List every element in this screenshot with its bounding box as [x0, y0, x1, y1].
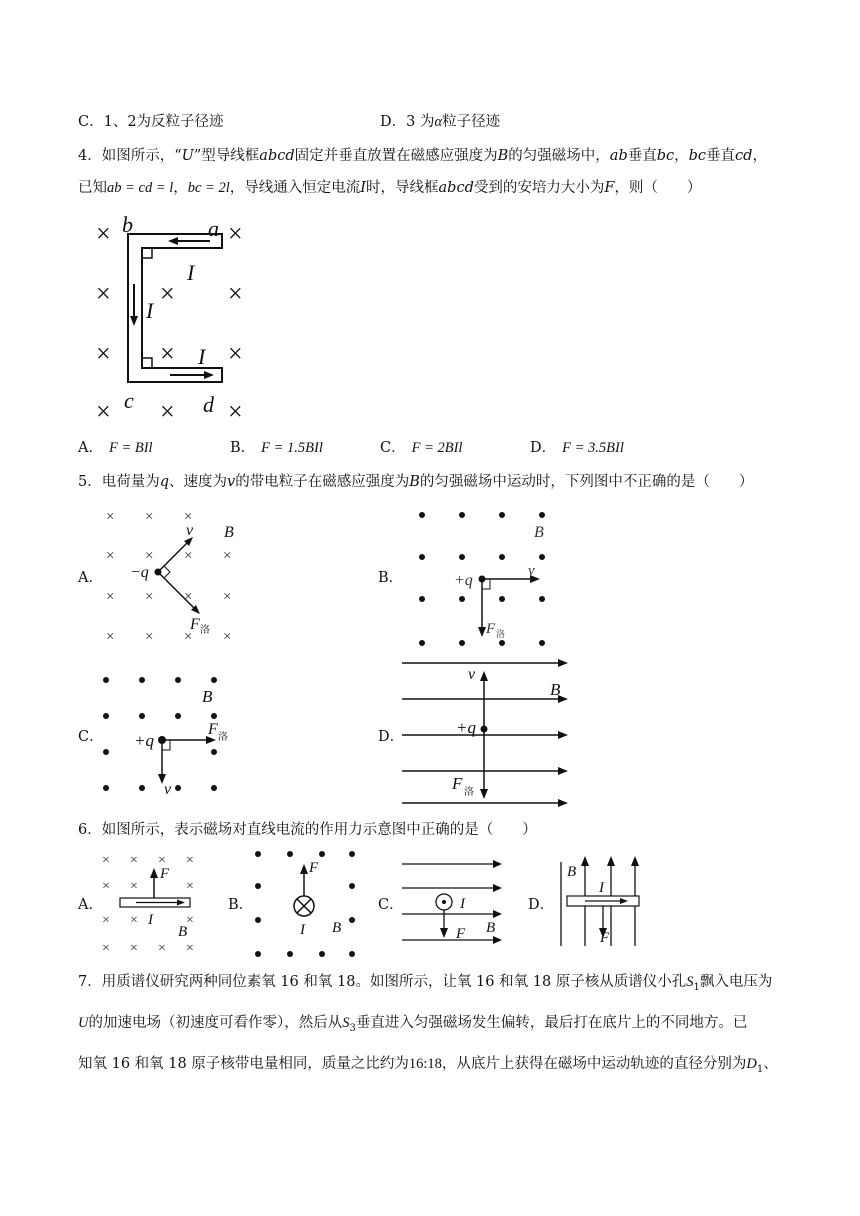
label-f: F: [160, 866, 170, 882]
label-v: v: [164, 781, 172, 798]
cross-mark: ×: [96, 219, 111, 248]
t: 的匀强磁场中，: [508, 148, 610, 164]
t: 、: [763, 1056, 778, 1072]
t: q: [159, 474, 170, 490]
arrowhead: [493, 936, 502, 944]
u-frame: [128, 234, 222, 382]
cross-mark: ×: [186, 941, 194, 956]
dot: [255, 883, 261, 889]
dot: [139, 785, 145, 791]
q5-figure-a: [100, 505, 250, 645]
cross-mark: ×: [102, 853, 110, 868]
cross-mark: ×: [102, 913, 110, 928]
t: 的匀强磁场中运动时，下列图中不正确的是（ ）: [419, 474, 754, 490]
q7-line3: [78, 1054, 778, 1080]
arrowhead: [558, 799, 568, 807]
q4-stem-line2: [78, 178, 701, 198]
t: C．: [380, 440, 406, 456]
cross-mark: ×: [160, 397, 175, 426]
arrowhead: [300, 864, 308, 874]
q4-option-c: [380, 438, 462, 458]
t: bc = 2l: [187, 180, 230, 196]
label-q: +q: [456, 718, 476, 737]
q3-option-c: [78, 112, 224, 132]
right-angle-mark: [142, 248, 152, 258]
label-f: F: [309, 860, 319, 876]
label-b: b: [122, 212, 133, 237]
label-q: +q: [134, 731, 154, 750]
t: cd: [735, 148, 753, 164]
label-i-top: I: [187, 260, 195, 285]
dot: [459, 640, 465, 646]
t: I: [360, 180, 367, 196]
t: ，: [752, 148, 767, 164]
t: ，导线通入恒定电流: [229, 180, 361, 196]
t: 3: [349, 1022, 356, 1034]
dot: [139, 677, 145, 683]
label-f: F: [452, 774, 463, 793]
dot: [442, 900, 446, 904]
label-q: −q: [130, 564, 149, 581]
t: abcd: [259, 148, 295, 164]
dot: [103, 677, 109, 683]
cross-mark: ×: [96, 279, 111, 308]
t: bc: [656, 148, 675, 164]
t: 的带电粒子在磁感应强度为: [235, 474, 410, 490]
label-v: v: [468, 666, 476, 683]
dot: [211, 749, 217, 755]
dot: [103, 749, 109, 755]
t: 的加速电场（初速度可看作零），然后从: [88, 1015, 343, 1031]
t: 7．用质谱仪研究两种同位素氧 16 和氧 18。如图所示，让氧 16 和氧 18 原子核从质谱仪小孔: [78, 974, 687, 990]
t: F = 3.5BIl: [562, 440, 624, 456]
cross-mark: ×: [186, 913, 194, 928]
label-f: F: [456, 926, 466, 942]
q6-figure-d: [555, 850, 665, 950]
dot: [255, 951, 261, 957]
t: ab = cd = l: [107, 180, 174, 196]
t: B: [497, 148, 509, 164]
label-f-sub: 洛: [200, 625, 210, 636]
t: 4．如图所示，“: [78, 148, 182, 164]
label-d: d: [203, 392, 214, 417]
t: 知氧 16 和氧 18 原子核带电量相同，质量之比约为: [78, 1056, 409, 1072]
label-f: F: [486, 621, 496, 637]
cross-mark: ×: [145, 629, 154, 645]
cross-mark: ×: [102, 879, 110, 894]
t: 1: [756, 1063, 764, 1075]
cross-mark: ×: [184, 629, 193, 645]
q6-figure-a: [100, 848, 210, 958]
cross-mark: ×: [158, 853, 166, 868]
dot: [349, 917, 355, 923]
label-i-bottom: I: [198, 344, 206, 369]
label-b: B: [224, 524, 234, 541]
cross-mark: ×: [96, 339, 111, 368]
t: 受到的安培力大小为: [473, 180, 605, 196]
q5-stem: [78, 472, 753, 492]
arrowhead: [493, 860, 502, 868]
dot: [175, 677, 181, 683]
cross-mark: ×: [184, 509, 193, 525]
t: 16:18: [408, 1056, 442, 1072]
dot-grid: [103, 677, 217, 791]
t: 飘入电压为: [699, 974, 773, 990]
q5-label-c: C．: [78, 729, 104, 745]
dot: [499, 554, 505, 560]
t: ，: [674, 148, 689, 164]
arrowhead: [168, 237, 178, 245]
t: ”型导线框: [193, 148, 260, 164]
label-i: I: [300, 922, 305, 938]
t: 时，导线框: [366, 180, 439, 196]
dot: [419, 512, 425, 518]
cross-mark: ×: [130, 879, 138, 894]
q5-label-b: B．: [378, 570, 404, 586]
q3-option-d: [380, 112, 500, 132]
dot: [319, 951, 325, 957]
t: F = 2BIl: [411, 440, 463, 456]
cross-mark: ×: [102, 941, 110, 956]
cross-mark: ×: [96, 397, 111, 426]
cross-mark: ×: [145, 548, 154, 564]
cross-mark: ×: [184, 589, 193, 605]
dot: [175, 785, 181, 791]
label-b: B: [534, 524, 544, 541]
cross-mark: ×: [130, 853, 138, 868]
t: 、速度为: [169, 474, 228, 490]
label-a: a: [208, 216, 219, 241]
q4-option-d: [530, 438, 624, 458]
dot: [255, 851, 261, 857]
q6-label-c: C．: [378, 897, 404, 913]
dot: [539, 512, 545, 518]
t: D: [746, 1056, 757, 1072]
t: ，: [173, 180, 188, 196]
dot: [319, 851, 325, 857]
q4-figure: [90, 212, 260, 427]
arrowhead: [493, 884, 502, 892]
label-f-sub: 洛: [218, 732, 228, 743]
dot: [459, 596, 465, 602]
cross-mark: ×: [184, 548, 193, 564]
arrowhead: [204, 371, 214, 379]
label-b: B: [486, 920, 496, 936]
label-c: c: [124, 388, 134, 413]
dot: [211, 785, 217, 791]
field-arrowheads: [581, 856, 639, 866]
q3-option-d-suffix: 粒子径迹: [442, 114, 501, 130]
t: v: [227, 474, 236, 490]
t: B: [409, 474, 420, 490]
cross-mark: ×: [228, 279, 243, 308]
dot: [211, 713, 217, 719]
label-q: +q: [454, 572, 473, 589]
cross-mark: ×: [130, 941, 138, 956]
cross-mark: ×: [223, 629, 232, 645]
cross-mark: ×: [158, 941, 166, 956]
dot: [499, 512, 505, 518]
t: F = BIl: [108, 440, 153, 456]
q5-figure-d: [400, 655, 572, 810]
arrowhead: [440, 928, 448, 938]
t: U: [181, 148, 194, 164]
cross-mark: ×: [186, 853, 194, 868]
q3-option-d-prefix: D．3 为: [380, 114, 435, 130]
label-f-sub: 洛: [496, 629, 506, 639]
right-angle-mark: [164, 566, 170, 578]
q6-figure-b: [250, 848, 360, 960]
arrowhead: [558, 767, 568, 775]
dot: [349, 951, 355, 957]
q4-crosses: [96, 219, 243, 426]
dot: [139, 713, 145, 719]
arrowhead: [581, 856, 589, 866]
q6-label-a: A．: [78, 897, 103, 913]
dot: [349, 883, 355, 889]
t: 垂直: [706, 148, 736, 164]
dot: [175, 713, 181, 719]
dot: [499, 640, 505, 646]
cross-mark: ×: [130, 913, 138, 928]
q3-option-d-symbol: α: [434, 114, 443, 130]
t: A．: [78, 440, 103, 456]
cross-mark: ×: [223, 548, 232, 564]
dot: [103, 713, 109, 719]
dot: [539, 554, 545, 560]
q6-figure-c: [400, 858, 510, 948]
q5-figure-b: [410, 505, 560, 655]
t: abcd: [438, 180, 474, 196]
dot: [419, 554, 425, 560]
label-f-sub: 洛: [464, 787, 474, 798]
dot: [539, 640, 545, 646]
cross-mark: ×: [160, 279, 175, 308]
t: D．: [530, 440, 557, 456]
q4-option-b: [230, 438, 323, 458]
label-f: F: [600, 930, 610, 946]
dot: [255, 917, 261, 923]
q3-option-c-text: C．1、2为反粒子径迹: [78, 114, 224, 130]
arrowhead: [480, 671, 488, 681]
q7-line2: [78, 1013, 747, 1039]
cross-mark: ×: [106, 629, 115, 645]
t: 垂直进入匀强磁场发生偏转，最后打在底片上的不同地方。已: [355, 1015, 748, 1031]
q7-line1: [78, 972, 772, 998]
arrowhead: [478, 627, 486, 637]
dot: [103, 785, 109, 791]
arrowhead: [631, 856, 639, 866]
q6-label-b: B．: [228, 897, 254, 913]
dot: [499, 596, 505, 602]
label-v: v: [528, 563, 535, 579]
cross-mark: ×: [145, 589, 154, 605]
cross-mark: ×: [106, 589, 115, 605]
t: ，从底片上获得在磁场中运动轨迹的直径分别为: [441, 1056, 747, 1072]
t: 固定并垂直放置在磁感应强度为: [294, 148, 498, 164]
t: F = 1.5BIl: [261, 440, 323, 456]
cross-mark: ×: [160, 339, 175, 368]
t: 6．如图所示，表示磁场对直线电流的作用力示意图中正确的是（ ）: [78, 822, 537, 838]
q4-stem-line1: [78, 146, 767, 166]
dot: [539, 596, 545, 602]
label-b: B: [202, 687, 213, 706]
arrowhead: [558, 731, 568, 739]
t: bc: [688, 148, 707, 164]
t: U: [78, 1015, 89, 1031]
arrowhead: [480, 789, 488, 799]
cross-mark: ×: [228, 339, 243, 368]
label-b: B: [567, 864, 577, 880]
arrowhead: [130, 316, 138, 326]
arrowhead: [558, 659, 568, 667]
cross-mark: ×: [145, 509, 154, 525]
cross-mark: ×: [106, 548, 115, 564]
arrowhead: [607, 856, 615, 866]
cross-mark: ×: [228, 397, 243, 426]
t: 垂直: [627, 148, 657, 164]
arrowhead: [493, 910, 502, 918]
cross-mark: ×: [186, 879, 194, 894]
field-lines: [402, 663, 560, 803]
t: B．: [230, 440, 256, 456]
q5-figure-c: [98, 670, 248, 800]
t: 5．电荷量为: [78, 474, 160, 490]
label-i-left: I: [146, 298, 154, 323]
label-f: F: [190, 616, 200, 633]
q6-stem: [78, 820, 537, 840]
t: S: [686, 974, 694, 990]
label-b: B: [178, 924, 188, 940]
t: S: [342, 1015, 350, 1031]
dot: [211, 677, 217, 683]
dot: [287, 951, 293, 957]
q4-option-a: [78, 438, 153, 458]
label-v: v: [186, 522, 194, 539]
q5-label-a: A．: [78, 570, 103, 586]
t: F: [604, 180, 615, 196]
label-b: B: [332, 920, 342, 936]
q6-label-d: D．: [528, 897, 555, 913]
dot: [287, 851, 293, 857]
dot: [459, 512, 465, 518]
arrowhead: [150, 868, 158, 878]
cross-mark: ×: [228, 219, 243, 248]
cross-mark: ×: [223, 589, 232, 605]
right-angle-mark: [142, 358, 152, 368]
t: 1: [693, 981, 700, 993]
q5-label-d: D．: [378, 729, 405, 745]
dot: [419, 640, 425, 646]
label-i: I: [460, 896, 465, 912]
t: ，则（ ）: [614, 180, 702, 196]
t: ab: [609, 148, 628, 164]
dot: [459, 554, 465, 560]
dot: [419, 596, 425, 602]
label-i: I: [599, 880, 604, 896]
label-i: I: [148, 912, 153, 928]
label-b: B: [550, 680, 561, 699]
cross-mark: ×: [106, 509, 115, 525]
label-f: F: [208, 721, 218, 738]
cross-grid: [106, 509, 231, 645]
dot: [349, 851, 355, 857]
t: 已知: [78, 180, 107, 196]
